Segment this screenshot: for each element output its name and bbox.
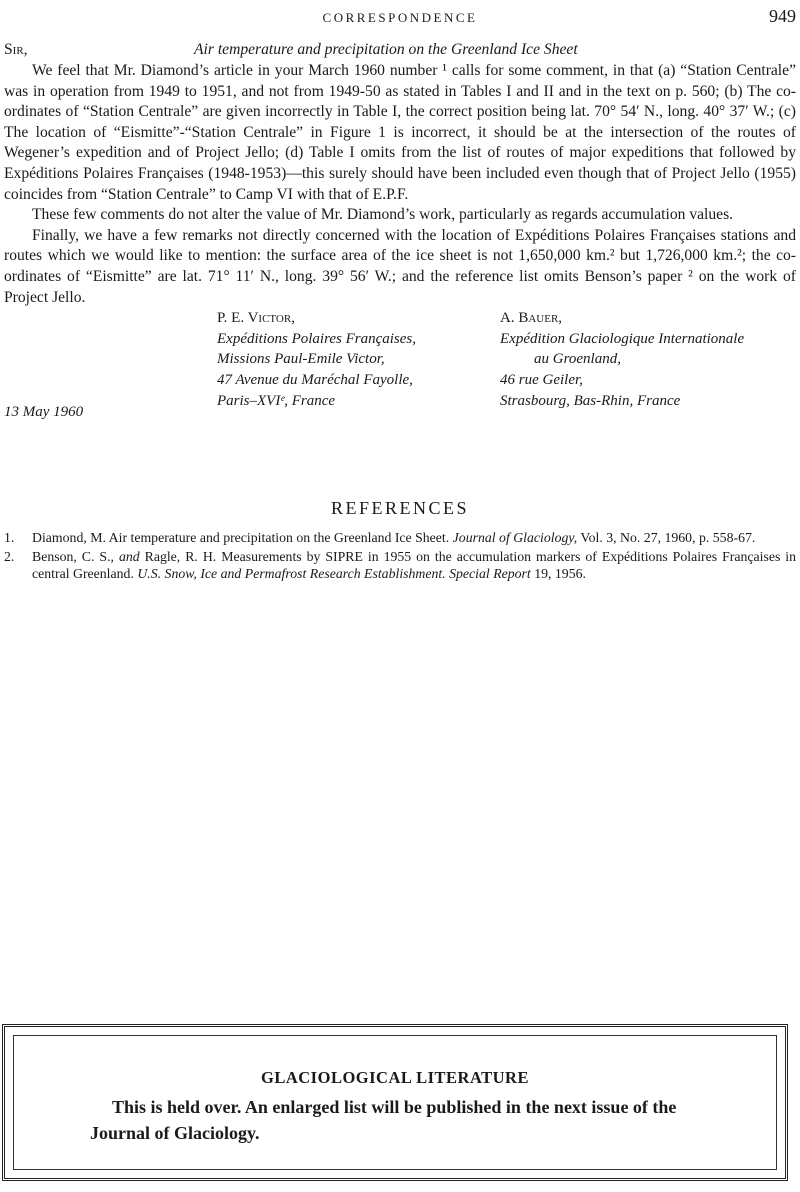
reference-authors: Benson, C. S., — [32, 549, 114, 564]
page-number: 949 — [769, 6, 796, 26]
references-section — [4, 498, 796, 584]
reference-item — [4, 548, 796, 582]
paragraph: Finally, we have a few remarks not directly concerned with the location of Expéditions Polaires Françaises stations and routes which we would like to mention: the surface area of the ice sheet is not 1,650,000 km.² but 1,726,000 km.²; the co-ordinates of “Eismitte” are lat. 71° 11′ N., long. 39° 56′ W.; and the reference list omits Benson’s paper ² on the work of Project Jello. — [4, 226, 796, 306]
literature-notice-box — [2, 1024, 788, 1181]
signatory-affiliation: Missions Paul-Emile Victor, — [217, 351, 385, 368]
signatory-city: Strasbourg, Bas-Rhin, France — [500, 392, 681, 409]
literature-notice-inner — [13, 1035, 777, 1170]
signatory-affiliation: au Groenland, — [534, 351, 621, 368]
paragraph: We feel that Mr. Diamond’s article in your March 1960 number ¹ calls for some comment, in that (a) “Station Centrale” was in operation from 1949 to 1951, and not from 1949-50 as stated in Tables I and II and in the text on p. 560; (b) The co-ordinates of “Station Centrale” are given incorrectly in Table I, the correct position being lat. 70° 54′ N., long. 40° 37′ W.; (c) The location of “Eismitte”-“Station Centrale” in Figure 1 is incorrect, it should be at the intersection of the routes of Wegener’s expedition and of Project Jello; (d) Table I omits from the list of routes of major expeditions that followed by Expéditions Polaires Françaises (1948-1953)—this surely should have been included even though that of Project Jello (1955) coincides from “Station Centrale” to Camp VI with that of E.P.F. — [4, 62, 796, 203]
section-label: CORRESPONDENCE — [322, 10, 478, 25]
letter-date: 13 May 1960 — [4, 404, 84, 421]
letter-title: Air temperature and precipitation on the Greenland Ice Sheet — [194, 41, 578, 58]
reference-authors: Diamond, M. Air temperature and precipitation on the Greenland Ice Sheet. — [32, 530, 450, 545]
reference-details: Vol. 3, No. 27, 1960, p. 558-67. — [580, 530, 756, 545]
reference-number: 1. — [4, 530, 15, 545]
reference-title: Ragle, R. H. Measurements by SIPRE in 1955 on the accumulation markers of Expéditions Polaires Françaises in central Greenland. — [32, 549, 797, 581]
literature-notice-text: This is held over. An enlarged list will be published in the next issue of the Journal of Glaciology. — [90, 1097, 677, 1143]
signatory-affiliation: Expédition Glaciologique Internationale — [500, 330, 745, 347]
reference-details: 19, 1956. — [534, 566, 586, 581]
signature-block — [4, 308, 796, 409]
signatory-address: 46 rue Geiler, — [500, 371, 583, 388]
reference-journal: Journal of Glaciology, — [452, 530, 578, 545]
references-heading: REFERENCES — [330, 498, 470, 518]
signatory-name: P. E. Victor, — [217, 310, 295, 327]
reference-journal: U.S. Snow, Ice and Permafrost Research Establishment. Special Report — [137, 566, 531, 581]
signatory-city: Paris–XVIᵉ, France — [217, 392, 336, 409]
reference-item — [4, 529, 796, 546]
signatory-bauer — [500, 308, 744, 411]
signatory-affiliation: Expéditions Polaires Françaises, — [217, 330, 416, 347]
salutation: Sir, — [4, 41, 28, 58]
signatory-victor — [217, 308, 416, 411]
reference-conjunction: and — [118, 549, 140, 564]
letter — [4, 40, 796, 423]
running-head — [0, 6, 800, 30]
reference-number: 2. — [4, 549, 15, 564]
paragraph: These few comments do not alter the value of Mr. Diamond’s work, particularly as regards accumulation values. — [32, 206, 734, 224]
literature-heading: GLACIOLOGICAL LITERATURE — [261, 1068, 529, 1087]
signatory-name: A. Bauer, — [500, 310, 563, 327]
salutation-row — [4, 40, 796, 61]
signatory-address: 47 Avenue du Maréchal Fayolle, — [217, 371, 413, 388]
